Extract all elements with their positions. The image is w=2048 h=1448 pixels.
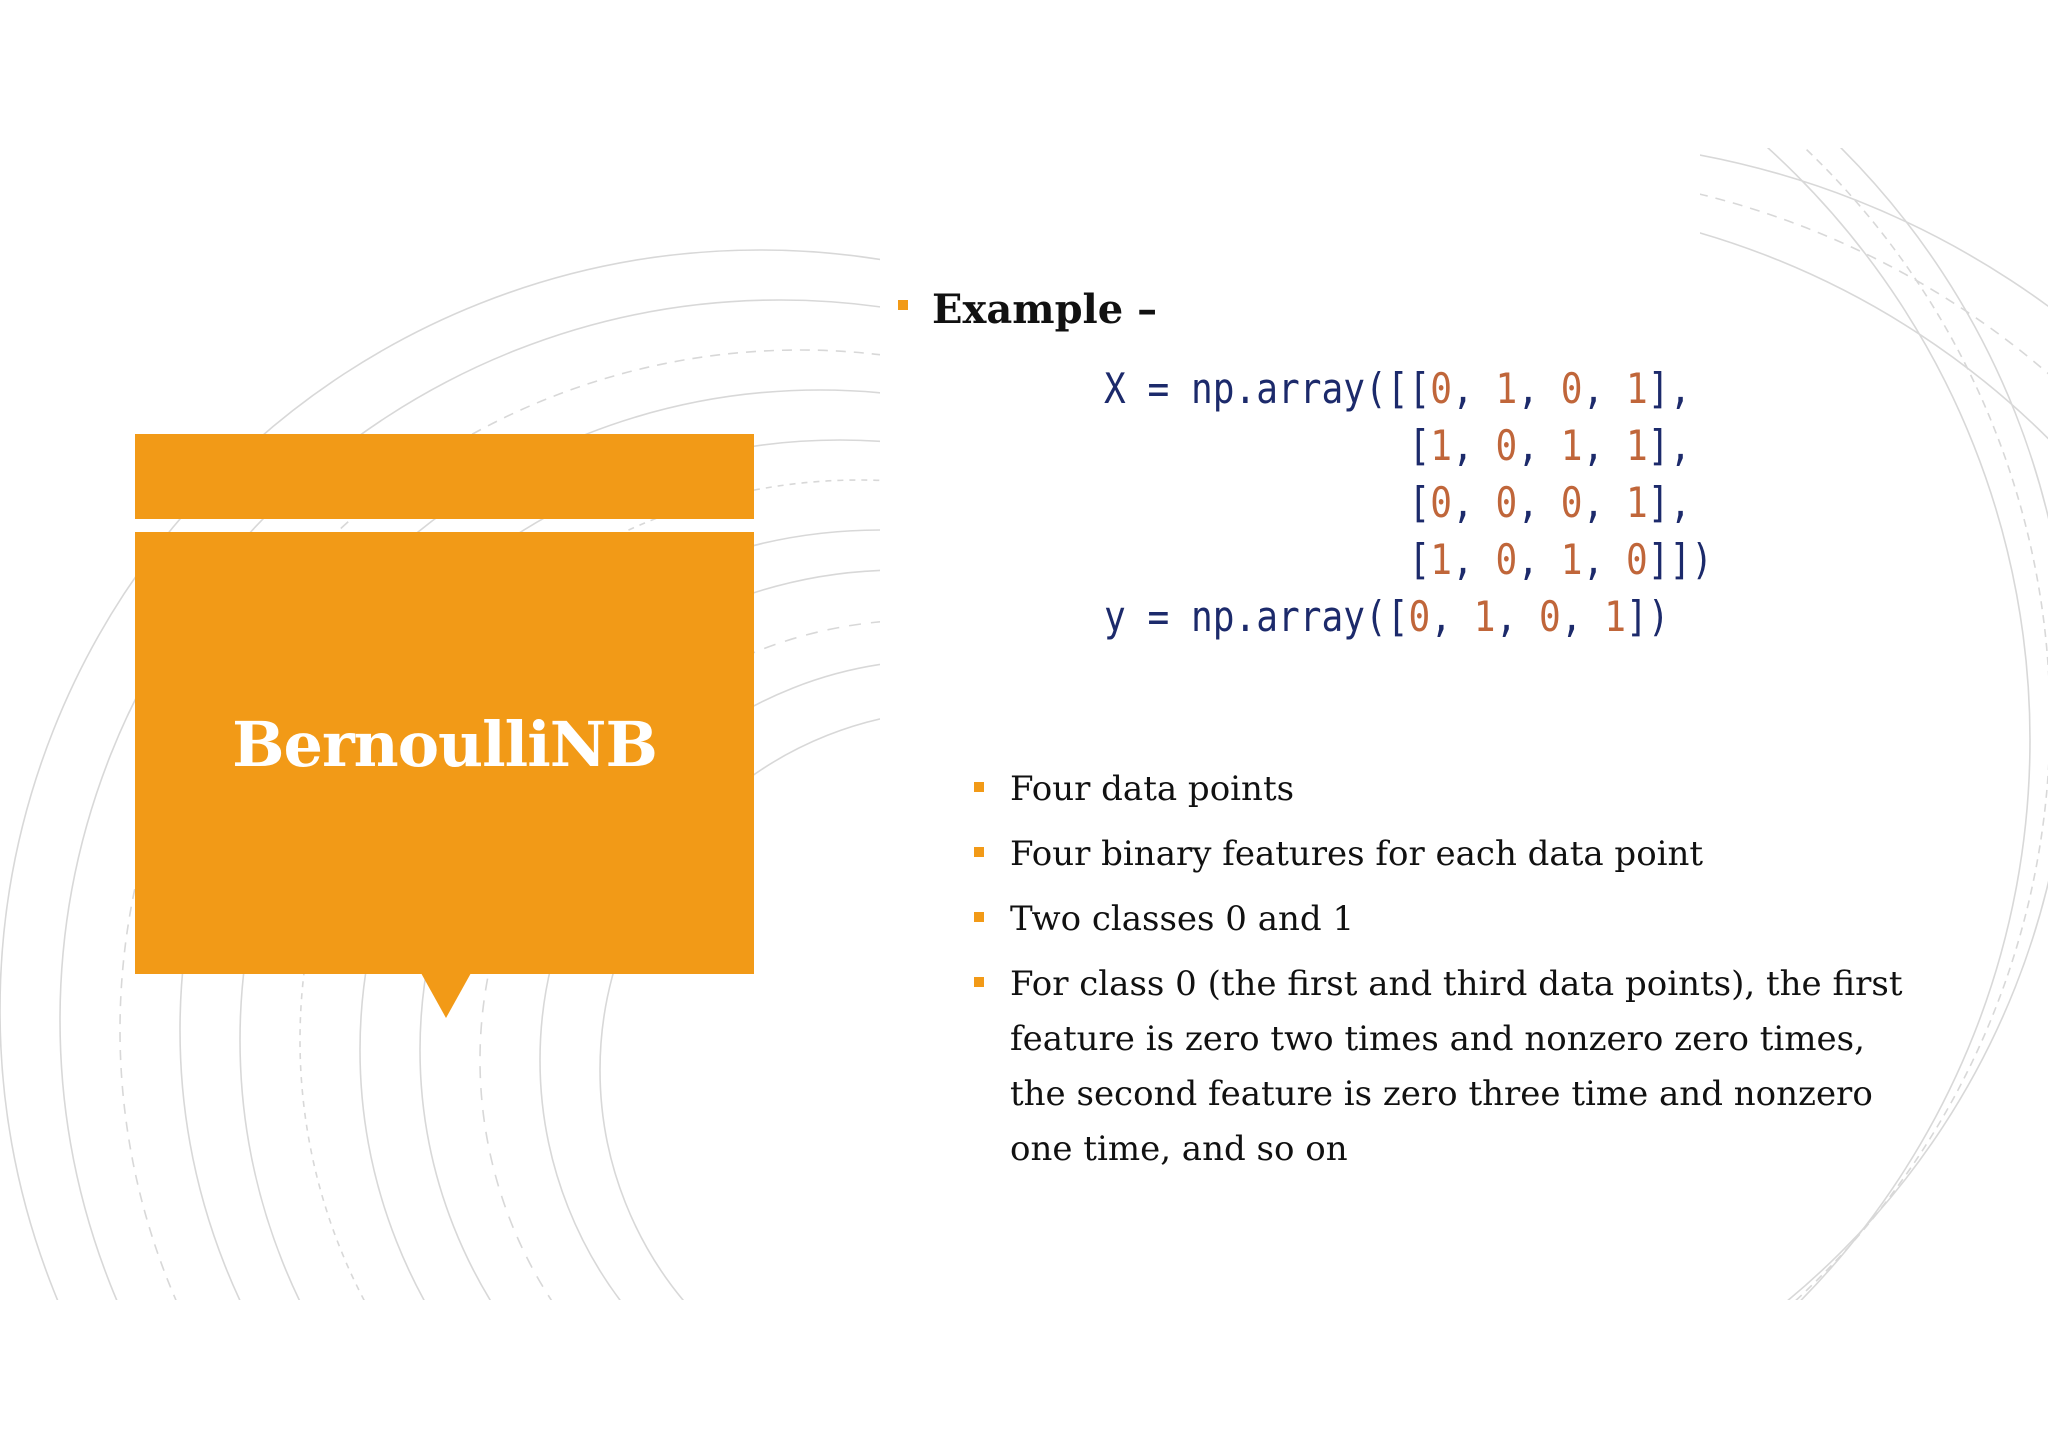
example-bullet-icon (898, 300, 908, 310)
code-bracket: ]) (1625, 592, 1670, 641)
code-bracket: ]]) (1647, 535, 1713, 584)
code-line-x-row (1104, 474, 1713, 531)
code-number: 0 (1430, 478, 1452, 527)
code-separator: , (1582, 478, 1626, 527)
code-number: 1 (1560, 421, 1583, 470)
code-separator: , (1451, 364, 1496, 413)
code-number: 1 (1473, 592, 1496, 641)
example-heading: Example – (932, 286, 1158, 333)
code-number: 0 (1560, 364, 1583, 413)
code-snippet (1104, 360, 1713, 645)
square-bullet-icon (974, 847, 984, 857)
code-number: 1 (1495, 364, 1518, 413)
list-item (970, 827, 1930, 882)
code-number: 0 (1408, 592, 1431, 641)
code-number: 1 (1430, 535, 1452, 584)
code-separator: , (1582, 535, 1626, 584)
code-number: 1 (1625, 478, 1648, 527)
code-bracket: [ (1104, 535, 1431, 584)
code-bracket: ], (1647, 364, 1692, 413)
square-bullet-icon (974, 912, 984, 922)
code-bracket: [ (1104, 421, 1431, 470)
code-number: 0 (1560, 478, 1583, 527)
square-bullet-icon (974, 977, 984, 987)
bullet-list (970, 762, 1930, 1187)
list-item (970, 892, 1930, 947)
code-separator: , (1451, 478, 1496, 527)
code-line-x-row (1104, 360, 1713, 417)
code-separator: , (1517, 364, 1561, 413)
list-item-text: Four data points (1010, 769, 1295, 809)
code-number: 1 (1625, 364, 1648, 413)
code-separator: , (1517, 535, 1561, 584)
code-number: 1 (1430, 421, 1452, 470)
code-bracket: ], (1647, 421, 1692, 470)
list-item (970, 762, 1930, 817)
code-separator: , (1495, 592, 1539, 641)
code-separator: , (1451, 421, 1496, 470)
code-separator: , (1560, 592, 1605, 641)
code-number: 0 (1625, 535, 1648, 584)
code-separator: , (1517, 478, 1561, 527)
code-number: 0 (1495, 421, 1518, 470)
code-line-x-row (1104, 417, 1713, 474)
list-item-text: Four binary features for each data point (1010, 834, 1704, 874)
callout-tail (421, 973, 471, 1018)
code-number: 0 (1430, 364, 1452, 413)
list-item-text: For class 0 (the first and third data points), the first feature is zero two times and nonzero zero times, the second feature is zero three time and nonzero one time, and so on (1010, 964, 1903, 1169)
list-item-text: Two classes 0 and 1 (1010, 899, 1355, 939)
code-y-prefix: y = np.array([ (1104, 592, 1409, 641)
code-separator: , (1582, 421, 1626, 470)
list-item (970, 957, 1930, 1177)
code-separator: , (1582, 364, 1626, 413)
code-line-x-row (1104, 531, 1713, 588)
slide-title: BernoulliNB (232, 708, 657, 781)
code-number: 0 (1495, 535, 1518, 584)
code-number: 0 (1495, 478, 1518, 527)
code-separator: , (1517, 421, 1561, 470)
code-number: 1 (1560, 535, 1583, 584)
code-line-y (1104, 588, 1713, 645)
square-bullet-icon (974, 782, 984, 792)
code-number: 1 (1625, 421, 1648, 470)
title-accent-bar (135, 434, 754, 519)
code-separator: , (1430, 592, 1474, 641)
code-bracket: ], (1647, 478, 1692, 527)
code-number: 1 (1604, 592, 1626, 641)
code-number: 0 (1538, 592, 1561, 641)
code-bracket: [ (1104, 478, 1431, 527)
code-separator: , (1451, 535, 1496, 584)
code-x-prefix: X = np.array([[ (1104, 364, 1431, 413)
